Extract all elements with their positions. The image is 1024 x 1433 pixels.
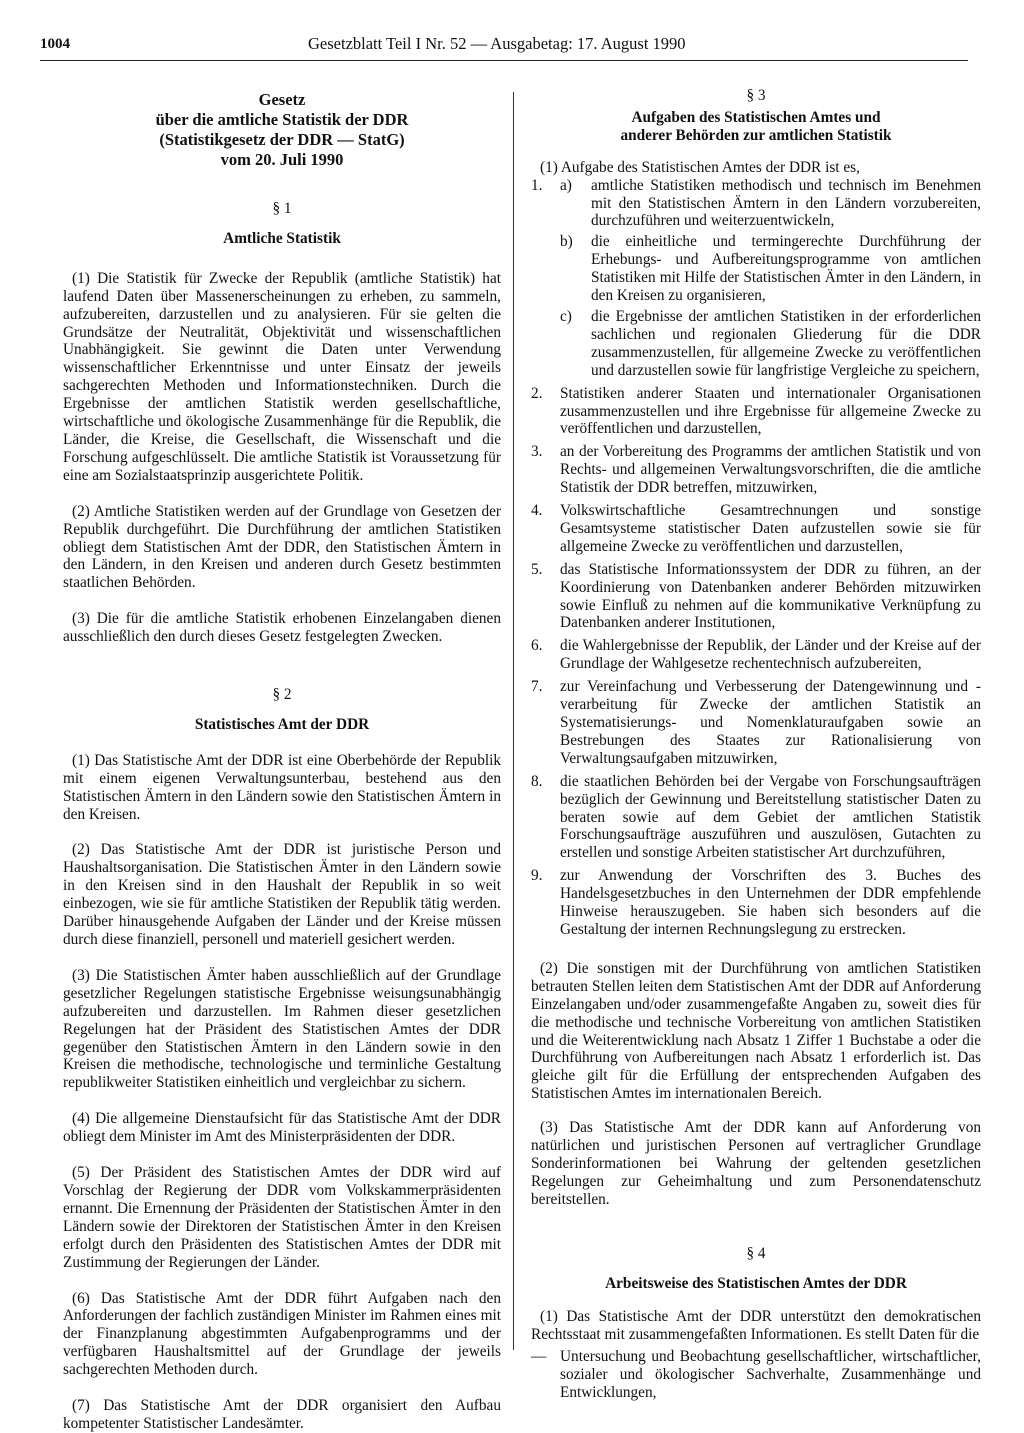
item-letter: a)	[560, 176, 572, 194]
section-symbol: § 1	[272, 200, 292, 217]
section-heading: Statistisches Amt der DDR	[194, 715, 370, 733]
paragraph: (6) Das Statistische Amt der DDR führt Aufgaben nach den Anforderungen der fachlich zuständigen Minister im Rahmen eines mit der Finanzplanung abgestimmten Aufgabenprogramms und der verfügbaren Haushaltsmittel auf der Grundlage der jeweils sachgerechten Methoden durch.	[63, 1289, 501, 1379]
item-number: 9.	[531, 867, 543, 885]
item-number: 4.	[531, 502, 543, 520]
gazette-issue-title: Gesetzblatt Teil I Nr. 52 — Ausgabetag: 17. August 1990	[308, 34, 686, 53]
paragraph: (2) Die sonstigen mit der Durchführung von amtlichen Statistiken betrauten Stellen leiten dem Statistischen Amt der DDR auf Anforderung Einzelangaben und/oder zusammengefaßte Angaben zu, soweit dies für die methodische und technische Vorbereitung von amtlichen Statistiken und die Weiterentwicklung nach Absatz 1 Ziffer 1 Buchstabe a oder die Durchführung von Aufbereitungen nach Absatz 1 erforderlich ist. Das gleiche gilt für die Erfüllung der entsprechenden Aufgaben des Statistischen Amtes im internationalen Bereich.	[531, 959, 981, 1103]
section-heading: anderer Behörden zur amtlichen Statistik	[620, 126, 892, 144]
law-title-line: (Statistikgesetz der DDR — StatG)	[159, 130, 405, 149]
item-number: 5.	[531, 560, 543, 578]
list-item	[531, 678, 981, 768]
section-symbol: § 3	[746, 87, 766, 104]
item-number: 7.	[531, 678, 543, 696]
list-item	[531, 1348, 981, 1402]
paragraph: (3) Die Statistischen Ämter haben ausschließlich auf der Grundlage gesetzlicher Regelungen statistische Ergebnisse weisungsunabhängig aufzubereiten und darzustellen. Im Rahmen dieser gesetzlichen Regelungen hat der Präsident des Statistischen Amtes der DDR gegenüber den Statistischen Ämtern in den Ländern sowie in den Kreisen die methodische, technologische und terminliche Gestaltung republikweiter Statistiken einheitlich und vergleichbar zu sichern.	[63, 966, 501, 1092]
page-header	[40, 34, 970, 56]
right-column	[531, 87, 981, 1402]
law-title-line: Gesetz	[258, 90, 306, 109]
paragraph: (4) Die allgemeine Dienstaufsicht für das Statistische Amt der DDR obliegt dem Minister im Amt des Ministerpräsidenten der DDR.	[63, 1110, 501, 1146]
list-item	[531, 308, 981, 380]
page-number: 1004	[40, 36, 70, 52]
item-text: amtliche Statistiken methodisch und technisch im Benehmen mit den Statistischen Ämtern in den Ländern vorzubereiten, durchzuführen und weiterzuentwickeln,	[591, 176, 981, 230]
section-heading: Arbeitsweise des Statistischen Amtes der DDR	[605, 1274, 907, 1292]
list-item	[531, 233, 981, 305]
paragraph: (1) Aufgabe des Statistischen Amtes der DDR ist es,	[540, 158, 860, 176]
list-item	[531, 867, 981, 939]
item-text: zur Vereinfachung und Verbesserung der Datengewinnung und -verarbeitung für Zwecke der amtlichen Statistik an Systematisierungs- und Nomenklaturaufgaben sowie an Bestrebungen des Staates zur Rationalisierung von Verwaltungsaufgaben mitzuwirken,	[560, 678, 981, 767]
law-title-line: über die amtliche Statistik der DDR	[155, 110, 409, 129]
item-letter: c)	[560, 307, 572, 325]
item-text: die Wahlergebnisse der Republik, der Länder und der Kreise auf der Grundlage der Wahlgesetze rechentechnisch aufzubereiten,	[560, 637, 981, 673]
item-number: 1.	[531, 176, 543, 194]
item-number: 8.	[531, 772, 543, 790]
item-letter: b)	[560, 233, 573, 251]
left-column	[63, 90, 501, 1433]
column-divider	[513, 92, 514, 1350]
section-heading: Amtliche Statistik	[223, 229, 341, 247]
list-item	[531, 385, 981, 439]
item-text: zur Anwendung der Vorschriften des 3. Buches des Handelsgesetzbuches in den Unternehmen der DDR empfehlende Hinweise herauszugeben. Sie haben sich besonders auf die Gestaltung der internen Rechnungslegung zu erstrecken.	[560, 867, 981, 938]
paragraph: (1) Das Statistische Amt der DDR unterstützt den demokratischen Rechtsstaat mit zusammengefaßten Informationen. Es stellt Daten für die	[531, 1308, 981, 1344]
paragraph: (2) Das Statistische Amt der DDR ist juristische Person und Haushaltsorganisation. Die Statistischen Ämter in den Ländern sowie in den Kreisen sind in den Haushalt der Republik in so weit einbezogen, wie sie für amtliche Statistiken der Republik tätig werden. Darüber hinausgehende Aufgaben der Länder und der Kreise müssen durch diese finanziell, personell und materiell gesichert werden.	[63, 841, 501, 948]
item-text: die staatlichen Behörden bei der Vergabe von Forschungsaufträgen bezüglich der Gewinnung und Bereitstellung statistischer Daten zu beraten sowie auf dem Gebiet der amtlichen Statistik Forschungsaufträge auszuführen und auszulösen, Gutachten zu erstellen und sonstige Arbeiten statistischer Art durchzuführen,	[560, 772, 981, 862]
item-text: an der Vorbereitung des Programms der amtlichen Statistik und von Rechts- und allgemeinen Verwaltungsvorschriften, die die amtliche Statistik der DDR betreffen, mitzuwirken,	[560, 443, 981, 497]
item-number: 3.	[531, 443, 543, 461]
list-item	[531, 773, 981, 863]
section-symbol: § 2	[272, 686, 292, 704]
item-text: Statistiken anderer Staaten und internationaler Organisationen zusammenzustellen und ihre Ergebnisse für allgemeine Zwecke zu veröffentlichen und darzustellen,	[560, 384, 981, 438]
header-rule	[40, 60, 968, 61]
item-text: die Ergebnisse der amtlichen Statistiken in der erforderlichen sachlichen und regionalen Gliederung für die DDR zusammenzustellen, für allgemeine Zwecke zu veröffentlichen und darzustellen sowie für langfristige Vergleiche zu speichern,	[591, 307, 981, 379]
paragraph: (1) Das Statistische Amt der DDR ist eine Oberbehörde der Republik mit einem eigenen Verwaltungsunterbau, bestehend aus den Statistischen Ämtern in den Ländern sowie den Statistischen Ämtern in den Kreisen.	[63, 751, 501, 823]
item-text: die einheitliche und termingerechte Durchführung der Erhebungs- und Aufbereitungsprogramme von amtlichen Statistiken mit Hilfe der Statistischen Ämter in den Ländern, in den Kreisen zu organisieren,	[591, 233, 981, 305]
law-title	[63, 90, 501, 170]
paragraph: (3) Das Statistische Amt der DDR kann auf Anforderung von natürlichen und juristischen Personen auf vertraglicher Grundlage Sonderinformationen bei Wahrung der geltenden gesetzlichen Regelungen zur Geheimhaltung und zum Personendatenschutz bereitstellen.	[531, 1119, 981, 1208]
list-item	[531, 502, 981, 556]
list-item	[531, 177, 981, 231]
paragraph: (2) Amtliche Statistiken werden auf der Grundlage von Gesetzen der Republik durchgeführt. Die Durchführung der amtlichen Statistiken obliegt dem Statistischen Amt der DDR, den Statistischen Ämtern in den Ländern, in den Kreisen und anderen durch Gesetz bestimmten staatlichen Behörden.	[63, 502, 501, 592]
law-title-line: vom 20. Juli 1990	[220, 150, 344, 169]
list-item	[531, 561, 981, 633]
item-number: 6.	[531, 637, 543, 655]
section-heading: Aufgaben des Statistischen Amtes und	[631, 108, 881, 126]
section-symbol: § 4	[746, 1244, 766, 1262]
list-item	[531, 443, 981, 497]
item-dash: —	[531, 1348, 547, 1366]
item-text: Volkswirtschaftliche Gesamtrechnungen und sonstige Gesamtsysteme statistischer Daten aufzustellen sowie sie für allgemeine Zwecke zu veröffentlichen und darzustellen,	[560, 502, 981, 555]
paragraph: (7) Das Statistische Amt der DDR organisiert den Aufbau kompetenter Statistischer Landesämter.	[63, 1397, 501, 1432]
paragraph: (3) Die für die amtliche Statistik erhobenen Einzelangaben dienen ausschließlich den durch dieses Gesetz festgelegten Zwecken.	[63, 610, 501, 646]
item-number: 2.	[531, 384, 543, 402]
list-item	[531, 637, 981, 673]
item-text: das Statistische Informationssystem der DDR zu führen, an der Koordinierung von Datenbanken anderer Behörden mitzuwirken sowie Einfluß zu nehmen auf die kommunikative Verknüpfung zu Datenbanken anderer Institutionen,	[560, 560, 981, 632]
paragraph: (1) Die Statistik für Zwecke der Republik (amtliche Statistik) hat laufend Daten über Massenerscheinungen zu erheben, zu sammeln, aufzubereiten, darzustellen und zu analysieren. Für sie gelten die Grundsätze der Neutralität, Objektivität und wissenschaftlichen Unabhängigkeit. Sie gewinnt die Daten unter Verwendung wissenschaftlicher Erkenntnisse und unter Einsatz der jeweils sachgerechten Methoden und Informationstechniken. Durch die Ergebnisse der amtlichen Statistik werden gesellschaftliche, wirtschaftliche und ökologische Zusammenhänge für die Republik, die Länder, die Kreise, die Gesellschaft, die Wissenschaft und die Forschung aufgeschlüsselt. Die amtliche Statistik ist Voraussetzung für eine am Sozialstaatsprinzip ausgerichtete Politik.	[63, 269, 501, 484]
paragraph: (5) Der Präsident des Statistischen Amtes der DDR wird auf Vorschlag der Regierung der DDR vom Volkskammerpräsidenten ernannt. Die Ernennung der Präsidenten der Statistischen Ämter in den Ländern sowie der Direktoren der Statistischen Ämter in den Kreisen erfolgt durch den Präsidenten des Statistischen Amtes der DDR mit Zustimmung der Regierungen der Länder.	[63, 1164, 501, 1271]
item-text: Untersuchung und Beobachtung gesellschaftlicher, wirtschaftlicher, sozialer und ökologischer Sachverhalte, Zusammenhänge und Entwicklungen,	[560, 1348, 981, 1402]
